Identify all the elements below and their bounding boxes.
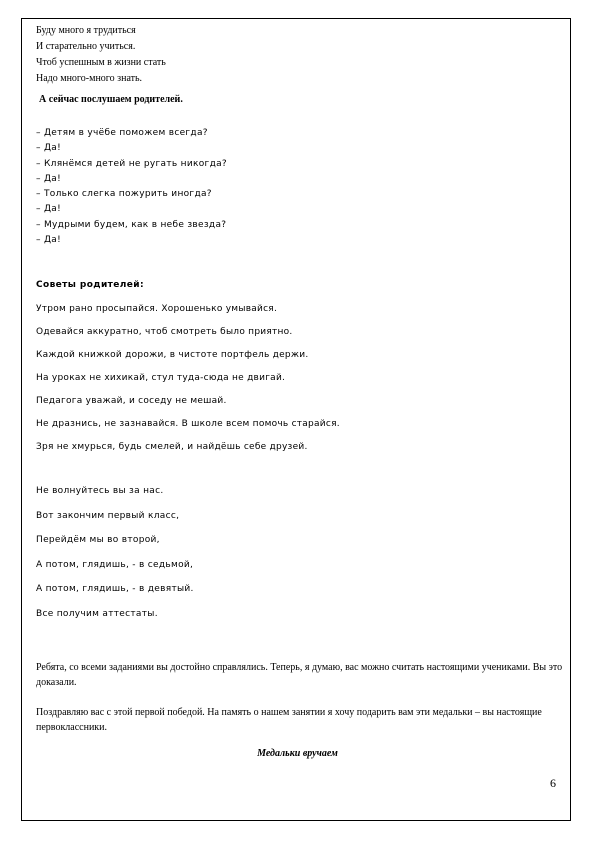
dialog-line: – Да!: [36, 235, 62, 246]
verse-line: А потом, глядишь, - в седьмой,: [36, 559, 194, 570]
dialog-line: – Детям в учёбе поможем всегда?: [36, 128, 208, 138]
dialog-line: – Клянёмся детей не ругать никогда?: [36, 158, 227, 169]
verse-line: А потом, глядишь, - в девятый.: [36, 584, 194, 594]
poem-line: И старательно учиться.: [36, 41, 136, 52]
advice-line: Утром рано просыпайся. Хорошенько умывайся.: [36, 304, 278, 314]
paragraph-students: Ребята, со всеми заданиями вы достойно справлялись. Теперь, я думаю, вас можно считать настоящими учениками. Вы это доказали.: [36, 662, 563, 688]
advice-line: Зря не хмурься, будь смелей, и найдёшь себе друзей.: [36, 442, 308, 452]
advice-line: Не дразнись, не зазнавайся. В школе всем помочь старайся.: [36, 419, 340, 429]
advice-title: Советы родителей:: [36, 280, 144, 290]
verse-line: Перейдём мы во второй,: [36, 535, 160, 545]
advice-line: Одевайся аккуратно, чтоб смотреть было приятно.: [36, 327, 293, 337]
advice-line: На уроках не хихикай, стул туда-сюда не двигай.: [36, 373, 286, 383]
verse-block: [36, 484, 194, 631]
dialog-block: [36, 126, 227, 248]
advice-line: Каждой книжкой дорожи, в чистоте портфель держи.: [36, 350, 309, 360]
poem-line: Надо много-много знать.: [36, 73, 143, 84]
dialog-line: – Да!: [36, 173, 62, 184]
poem-line: Чтоб успешным в жизни стать: [36, 57, 166, 68]
dialog-line: – Да!: [36, 143, 62, 154]
advice-line: Педагога уважай, и соседу не мешай.: [36, 396, 227, 406]
verse-line: Все получим аттестаты.: [36, 608, 158, 619]
verse-line: Не волнуйтесь вы за нас.: [36, 486, 164, 496]
page-number: 6: [550, 776, 556, 790]
advice-block: [36, 302, 340, 463]
poem-block: [36, 23, 166, 87]
dialog-line: – Мудрыми будем, как в небе звезда?: [36, 219, 227, 230]
paragraph-congratulations: Поздравляю вас с этой первой победой. На память о нашем занятии я хочу подарить вам эти медальки – вы настоящие первоклассники.: [36, 707, 542, 733]
dialog-line: – Только слегка пожурить иногда?: [36, 189, 212, 200]
dialog-line: – Да!: [36, 204, 62, 215]
poem-line: Буду много я трудиться: [36, 25, 136, 36]
medals-caption: Медальки вручаем: [257, 748, 338, 759]
verse-line: Вот закончим первый класс,: [36, 510, 180, 521]
parents-heading: А сейчас послушаем родителей.: [39, 94, 183, 105]
